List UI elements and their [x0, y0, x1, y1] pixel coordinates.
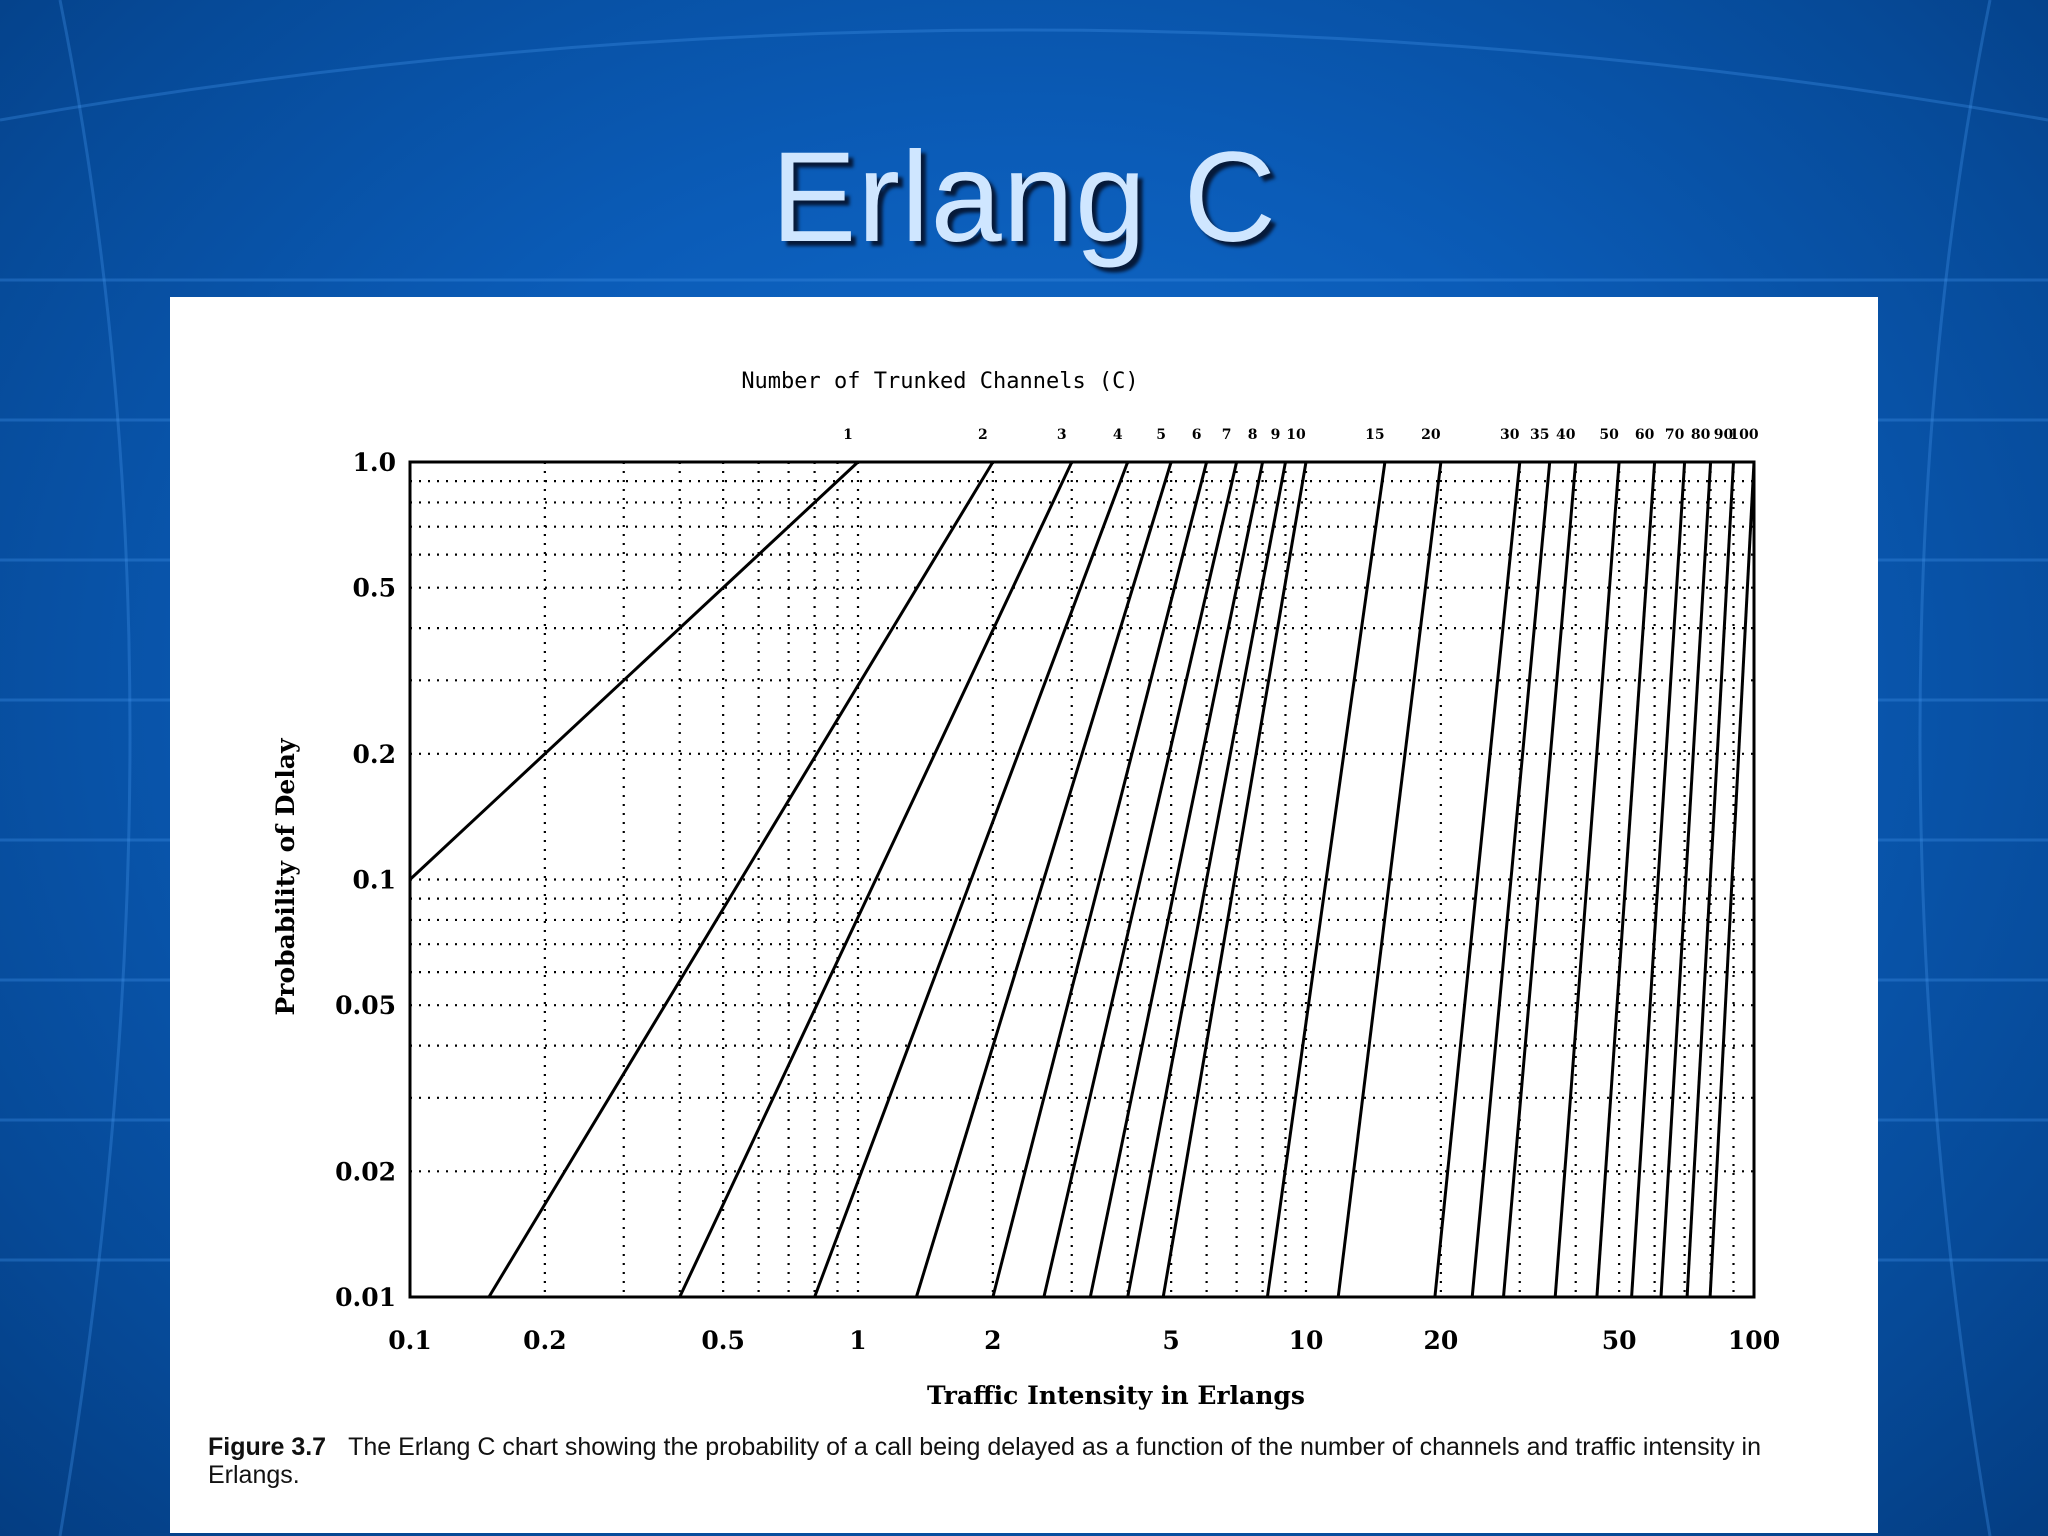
- series-line-70: [1632, 462, 1685, 1297]
- x-tick-label: 5: [1162, 1326, 1180, 1355]
- x-tick-label: 100: [1727, 1326, 1781, 1355]
- x-tick-label: 50: [1601, 1326, 1637, 1355]
- series-line-1: [410, 462, 858, 880]
- channel-label-30: 30: [1500, 427, 1520, 443]
- y-tick-label: 0.2: [352, 739, 396, 769]
- channel-label-80: 80: [1690, 427, 1711, 443]
- channel-label-8: 8: [1247, 427, 1258, 443]
- channel-label-5: 5: [1156, 427, 1167, 443]
- channel-label-7: 7: [1221, 427, 1232, 443]
- series-line-3: [680, 462, 1072, 1297]
- slide-title: Erlang C: [771, 126, 1277, 269]
- y-tick-label: 0.01: [335, 1283, 396, 1312]
- series-line-5: [916, 462, 1171, 1297]
- channel-label-10: 10: [1286, 427, 1306, 443]
- channel-label-60: 60: [1634, 427, 1655, 443]
- channel-label-9: 9: [1270, 427, 1281, 443]
- y-tick-label: 0.1: [352, 865, 396, 895]
- chart-labels: [335, 427, 1780, 1355]
- series-line-35: [1472, 462, 1550, 1297]
- series-line-80: [1661, 462, 1711, 1297]
- channel-label-15: 15: [1365, 427, 1385, 443]
- channel-label-6: 6: [1191, 427, 1202, 443]
- channel-label-70: 70: [1664, 427, 1685, 443]
- channel-label-20: 20: [1421, 427, 1441, 443]
- x-tick-label: 20: [1423, 1326, 1459, 1355]
- y-tick-label: 0.5: [352, 573, 396, 603]
- y-tick-label: 0.02: [335, 1157, 396, 1187]
- x-tick-label: 0.2: [523, 1326, 567, 1355]
- channel-label-40: 40: [1555, 427, 1576, 443]
- caption-text: The Erlang C chart showing the probability of a call being delayed as a function of the number of channels and traffic intensity in Erlangs.: [208, 1433, 1761, 1489]
- channel-label-100: 100: [1729, 427, 1759, 443]
- series-line-20: [1338, 462, 1441, 1297]
- series-line-30: [1435, 462, 1520, 1297]
- y-tick-label: 0.05: [335, 991, 396, 1021]
- x-tick-label: 0.1: [388, 1326, 432, 1355]
- x-axis-label: Traffic Intensity in Erlangs: [927, 1381, 1305, 1410]
- x-tick-label: 1: [849, 1326, 867, 1355]
- channel-label-3: 3: [1056, 427, 1067, 443]
- erlang-c-chart: [170, 297, 1878, 1533]
- figure-caption: [208, 1433, 1848, 1489]
- x-tick-label: 0.5: [701, 1326, 745, 1355]
- channel-label-90: 90: [1713, 427, 1734, 443]
- x-tick-label: 2: [984, 1326, 1002, 1355]
- x-tick-label: 10: [1288, 1326, 1324, 1355]
- series-line-90: [1687, 462, 1733, 1297]
- caption-label: Figure 3.7: [208, 1433, 327, 1461]
- channel-label-50: 50: [1599, 427, 1619, 443]
- y-axis-label: Probability of Delay: [271, 738, 300, 1016]
- chart-panel: [170, 297, 1878, 1533]
- channel-label-4: 4: [1112, 427, 1123, 443]
- series-line-6: [993, 462, 1207, 1297]
- chart-title: Number of Trunked Channels (C): [741, 369, 1139, 394]
- channel-label-2: 2: [977, 427, 988, 443]
- series-lines: [410, 462, 1754, 1297]
- y-tick-label: 1.0: [352, 448, 396, 477]
- channel-label-1: 1: [843, 427, 853, 443]
- channel-label-35: 35: [1530, 427, 1550, 443]
